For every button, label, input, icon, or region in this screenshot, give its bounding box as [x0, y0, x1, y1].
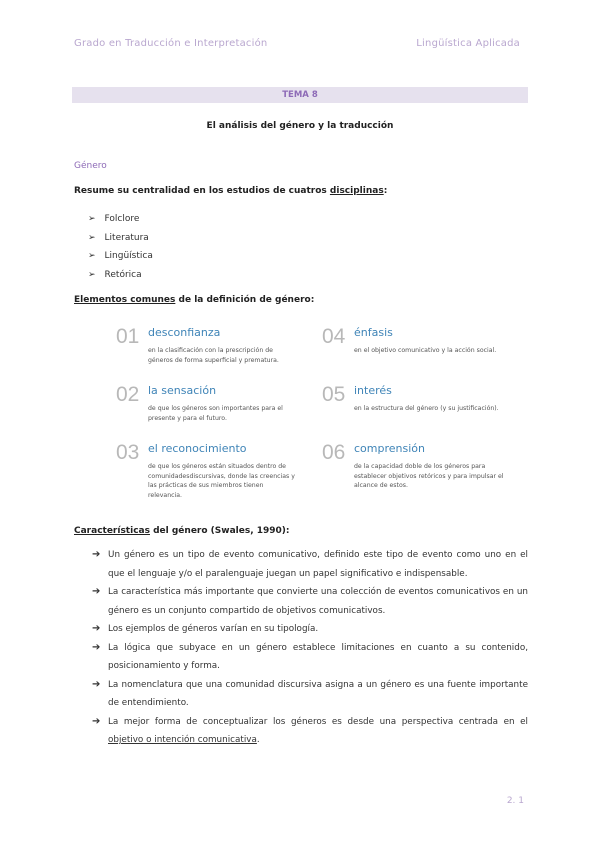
caracteristicas-underlined: Características — [74, 526, 150, 536]
feature-text: Los ejemplos de géneros varían en su tipología. — [108, 624, 319, 634]
elementos-heading — [74, 295, 314, 305]
header-subject: Lingüística Aplicada — [416, 38, 520, 49]
header-course: Grado en Traducción e Interpretación — [74, 38, 268, 49]
list-item — [92, 639, 528, 676]
element-heading: el reconocimiento — [148, 442, 247, 455]
discipline-label: Retórica — [104, 269, 142, 280]
feature-text: La lógica que subyace en un género establece limitaciones en cuanto a su contenido, posicionamiento y forma. — [108, 642, 528, 671]
caracteristicas-rest: del género (Swales, 1990): — [149, 526, 290, 536]
discipline-label: Lingüística — [104, 251, 153, 262]
resume-end: : — [383, 186, 388, 196]
arrow-icon: ➔ — [92, 549, 101, 560]
feature-text: La mejor forma de conceptualizar los géneros es desde una perspectiva centrada en el — [108, 716, 528, 727]
list-item — [92, 546, 528, 583]
resume-text: Resume su centralidad en los estudios de cuatros — [74, 186, 330, 196]
arrow-icon: ➔ — [92, 641, 101, 653]
element-body: en el objetivo comunicativo y la acción social. — [354, 347, 497, 354]
arrow-icon: ➢ — [88, 232, 96, 243]
arrow-icon: ➔ — [92, 678, 101, 690]
disciplines-list — [88, 210, 153, 284]
element-number: 06 — [322, 441, 346, 464]
list-item — [92, 620, 528, 639]
element-heading: interés — [354, 384, 392, 397]
element-body: en la estructura del género (y su justificación). — [354, 405, 499, 412]
elementos-underlined: Elementos comunes — [74, 295, 176, 305]
element-number: 01 — [116, 325, 140, 348]
arrow-icon: ➔ — [92, 715, 101, 727]
element-body: de que los géneros están situados dentro de comunidadesdiscursivas, donde las creencias y las prácticas de sus miembros tienen relevancia. — [148, 463, 295, 499]
page-title: El análisis del género y la traducción — [206, 121, 394, 131]
element-number: 04 — [322, 325, 346, 348]
list-item — [88, 229, 153, 248]
arrow-icon: ➢ — [88, 214, 96, 225]
element-heading: comprensión — [354, 442, 425, 455]
list-item — [88, 210, 153, 229]
element-heading: la sensación — [148, 384, 217, 397]
discipline-label: Literatura — [104, 232, 149, 243]
discipline-label: Folclore — [104, 214, 140, 225]
element-heading: énfasis — [354, 326, 393, 339]
resume-line — [74, 186, 387, 196]
element-body: en la clasificación con la prescripción de géneros de forma superficial y prematura. — [148, 347, 279, 364]
list-item — [92, 676, 528, 713]
feature-text: La característica más importante que convierte una colección de eventos comunicativos en un género es un conjunto compartido de objetivos comunicativos. — [108, 587, 528, 616]
resume-underlined: disciplinas — [329, 186, 384, 196]
feature-text: La nomenclatura que una comunidad discursiva asigna a un género es una fuente importante de entendimiento. — [108, 679, 528, 708]
arrow-icon: ➢ — [88, 269, 96, 280]
list-item — [92, 583, 528, 620]
arrow-icon: ➔ — [92, 586, 101, 597]
tema-banner: TEMA 8 — [72, 87, 528, 103]
feature-end: . — [256, 735, 260, 745]
element-number: 02 — [116, 383, 140, 406]
caracteristicas-heading — [74, 526, 290, 536]
list-item — [92, 713, 528, 750]
list-item — [88, 247, 153, 266]
element-heading: desconfianza — [148, 326, 221, 339]
element-body: de la capacidad doble de los géneros para establecer objetivos retóricos y para impulsar el alcance de estos. — [354, 463, 504, 489]
feature-underlined: objetivo o intención comunicativa — [108, 735, 257, 745]
element-body: de que los géneros son importantes para el presente y para el futuro. — [148, 405, 283, 422]
element-number: 05 — [322, 383, 346, 406]
list-item — [88, 266, 153, 285]
elementos-rest: de la definición de género: — [175, 295, 315, 305]
arrow-icon: ➢ — [88, 251, 96, 262]
section-label: Género — [74, 161, 107, 171]
feature-text: Un género es un tipo de evento comunicativo, definido este tipo de evento como uno en el que el lenguaje y/o el paralenguaje juegan un papel significativo e indispensable. — [108, 550, 528, 579]
element-number: 03 — [116, 441, 140, 464]
features-list — [92, 546, 528, 750]
arrow-icon: ➔ — [92, 623, 101, 634]
page-number: 2. 1 — [506, 796, 524, 806]
